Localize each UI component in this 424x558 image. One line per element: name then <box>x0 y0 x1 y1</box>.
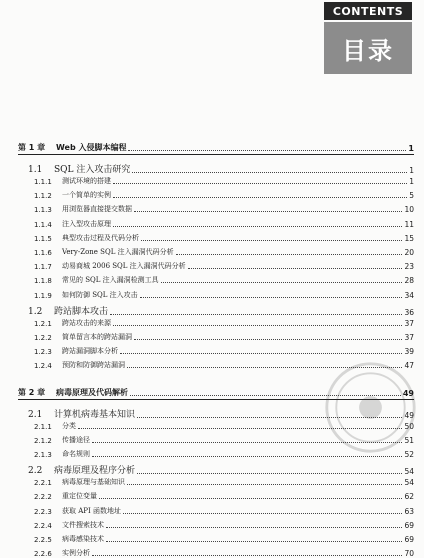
toc-number: 1.1.9 <box>34 291 52 300</box>
toc-page-number: 69 <box>404 520 414 530</box>
toc-title: SQL 注入攻击研究 <box>54 165 131 175</box>
toc-title: 简单留言本的跨站漏洞 <box>62 333 132 341</box>
dot-leader <box>137 473 402 474</box>
toc-page-number: 39 <box>404 347 414 357</box>
toc-number: 2.2.4 <box>34 521 52 530</box>
toc-entry-row <box>0 534 414 544</box>
toc-number: 2.2 <box>28 466 43 477</box>
toc-number: 2.1.2 <box>34 436 52 445</box>
dot-leader <box>141 240 402 241</box>
toc-entry-row <box>0 176 414 186</box>
toc-number: 2.2.5 <box>34 536 52 544</box>
toc-title: 典型攻击过程及代码分析 <box>62 233 139 242</box>
toc-title: 用浏览器直接提交数据 <box>62 205 132 214</box>
toc-number: 2.2.3 <box>34 507 52 516</box>
toc-page-number: 51 <box>404 435 414 445</box>
toc-title: Web 入侵脚本编程 <box>56 143 127 152</box>
toc-entry-row <box>0 233 414 243</box>
toc-title: 常见的 SQL 注入漏洞检测工具 <box>62 276 159 285</box>
toc-number: 2.2.6 <box>34 550 52 558</box>
toc-page-number: 50 <box>404 421 414 431</box>
publisher-seal <box>323 360 418 455</box>
toc-section-row <box>0 463 414 476</box>
toc-title: 重定位变量 <box>62 492 97 501</box>
toc-page-number: 47 <box>404 361 414 371</box>
chapter-rule <box>18 154 414 155</box>
toc-number: 2.2.2 <box>34 493 52 502</box>
toc-number: 1.1 <box>28 165 43 175</box>
toc-number: 1.1.5 <box>34 234 52 243</box>
dot-leader <box>106 541 402 542</box>
toc-number: 1.2 <box>28 306 43 317</box>
dot-leader <box>92 555 402 556</box>
toc-number: 1.2.3 <box>34 348 52 357</box>
toc-number: 1.1.6 <box>34 249 52 257</box>
toc-title: 分类 <box>62 421 76 430</box>
toc-page-number: 28 <box>404 276 414 286</box>
dot-leader <box>113 183 407 184</box>
toc-page-number: 11 <box>404 219 414 229</box>
toc-entry-row <box>0 346 414 356</box>
toc-number: 1.1.1 <box>34 178 52 186</box>
dot-leader <box>176 254 403 255</box>
toc-number: 2.1 <box>28 409 43 420</box>
toc-title: 病毒感染技术 <box>62 535 104 543</box>
toc-entry-row <box>0 290 414 300</box>
toc-page-number: 1 <box>408 144 414 153</box>
dot-leader <box>106 527 402 528</box>
toc-entry-row <box>0 190 414 200</box>
toc-title: 获取 API 函数地址 <box>62 506 121 515</box>
toc-page-number: 37 <box>404 318 414 328</box>
toc-title: Very-Zone SQL 注入漏洞代码分析 <box>62 248 174 256</box>
dot-leader <box>134 339 402 340</box>
dot-leader <box>110 314 402 315</box>
toc-number: 1.1.2 <box>34 192 52 201</box>
dot-leader <box>134 211 402 212</box>
toc-entry-row <box>0 491 414 501</box>
toc-page-number: 5 <box>409 191 414 201</box>
toc-section-row <box>0 162 414 175</box>
toc-page-number: 69 <box>404 535 414 544</box>
toc-number: 2.2.1 <box>34 479 52 488</box>
dot-leader <box>188 268 403 269</box>
toc-page-number: 52 <box>404 450 414 459</box>
toc-title: 注入型攻击原理 <box>62 219 111 228</box>
toc-entry-row <box>0 548 414 558</box>
toc-title: 跨站漏洞脚本分析 <box>62 347 118 356</box>
toc-number: 1.1.4 <box>34 220 52 229</box>
dot-leader <box>128 150 406 151</box>
contents-header <box>324 2 412 74</box>
toc-entry-row <box>0 204 414 214</box>
toc-page-number: 54 <box>404 467 414 477</box>
toc-number: 1.2.2 <box>34 334 52 342</box>
toc-title: 病毒原理及代码解析 <box>56 387 128 397</box>
dot-leader <box>113 226 402 227</box>
toc-title: 跨站脚本攻击 <box>54 306 109 317</box>
toc-number: 第 2 章 <box>18 387 46 397</box>
toc-entry-row <box>0 261 414 271</box>
toc-entry-row <box>0 506 414 516</box>
toc-title: 预防和防御跨站漏洞 <box>62 361 125 370</box>
toc-entry-row <box>0 219 414 229</box>
toc-page-number: 34 <box>404 290 414 300</box>
toc-number: 第 1 章 <box>18 143 46 152</box>
toc-number: 1.1.7 <box>34 263 52 272</box>
dot-leader <box>99 498 402 499</box>
dot-leader <box>120 353 402 354</box>
toc-number: 2.1.3 <box>34 451 52 459</box>
dot-leader <box>123 513 402 514</box>
toc-page-number: 23 <box>404 262 414 272</box>
toc-number: 1.1.8 <box>34 277 52 286</box>
toc-entry-row <box>0 318 414 328</box>
toc-title: 一个简单的实例 <box>62 191 111 200</box>
toc-title: 命名规则 <box>62 450 90 458</box>
toc-chapter-row <box>0 142 414 153</box>
toc-page-number: 37 <box>404 333 414 342</box>
toc-number: 1.2.4 <box>34 362 52 371</box>
toc-title: 实例分析 <box>62 549 90 558</box>
toc-entry-row <box>0 477 414 487</box>
toc-title: 动易商城 2006 SQL 注入漏洞代码分析 <box>62 262 186 271</box>
toc-page-number: 15 <box>404 233 414 243</box>
toc-entry-row <box>0 520 414 530</box>
toc-title: 文件搜索技术 <box>62 520 104 529</box>
toc-page-number: 62 <box>404 492 414 502</box>
dot-leader <box>127 484 402 485</box>
toc-number: 1.2.1 <box>34 319 52 328</box>
dot-leader <box>113 197 407 198</box>
dot-leader <box>132 172 407 173</box>
page-title: 目录 <box>324 22 412 74</box>
toc-entry-row <box>0 332 414 342</box>
toc-page-number: 20 <box>404 248 414 257</box>
toc-page-number: 10 <box>404 205 414 215</box>
toc-number: 2.1.1 <box>34 422 52 431</box>
dot-leader <box>113 325 402 326</box>
toc-page-number: 63 <box>404 506 414 516</box>
toc-title: 病毒原理与基础知识 <box>62 478 125 487</box>
toc-page-number: 1 <box>409 177 414 186</box>
toc-page-number: 49 <box>404 410 414 420</box>
toc-page-number: 70 <box>404 549 414 558</box>
toc-title: 病毒原理及程序分析 <box>54 466 136 477</box>
toc-page-number: 49 <box>402 388 414 398</box>
toc-page-number: 1 <box>409 166 414 175</box>
toc-entry-row <box>0 275 414 285</box>
toc-number: 1.1.3 <box>34 206 52 215</box>
toc-title: 传播途径 <box>62 435 90 444</box>
toc-title: 如何防御 SQL 注入攻击 <box>62 290 138 299</box>
toc-page-number: 54 <box>404 478 414 488</box>
toc-title: 计算机病毒基本知识 <box>54 409 136 420</box>
toc-page-number: 36 <box>404 307 414 317</box>
toc-title: 跨站攻击的来源 <box>62 318 111 327</box>
dot-leader <box>92 456 402 457</box>
dot-leader <box>140 297 403 298</box>
toc-entry-row <box>0 247 414 257</box>
toc-title: 测试环境的搭建 <box>62 177 111 185</box>
toc-section-row <box>0 304 414 317</box>
dot-leader <box>161 282 403 283</box>
contents-label: CONTENTS <box>324 2 412 20</box>
